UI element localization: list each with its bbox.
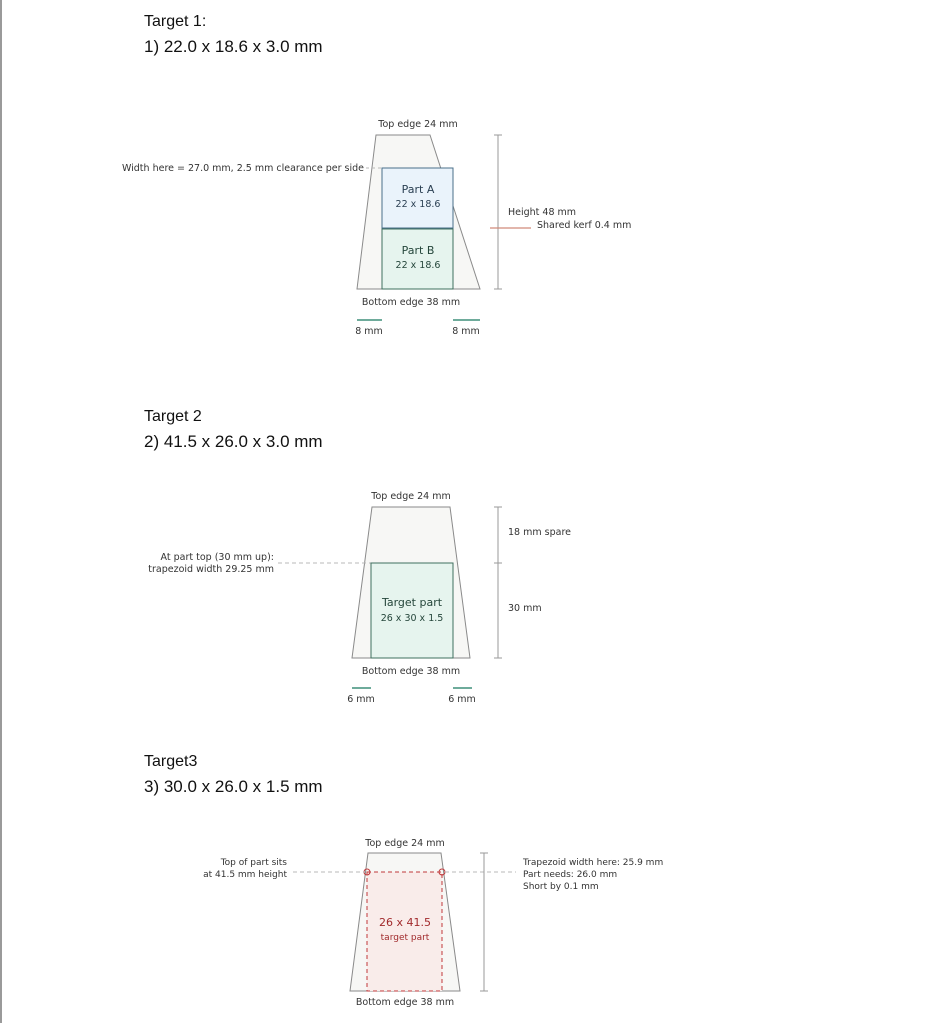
target1-right-offset-label: 8 mm [452,326,480,337]
target1-height-label: Height 48 mm [508,207,577,218]
target2-part [371,563,453,658]
target1-diagram [122,119,631,337]
target3-spec: 3) 30.0 x 26.0 x 1.5 mm [144,777,323,796]
target2-spec: 2) 41.5 x 26.0 x 3.0 mm [144,432,323,451]
target1-spec: 1) 22.0 x 18.6 x 3.0 mm [144,37,323,56]
target1-part-a-name: Part A [401,183,435,196]
target2-part-name: Target part [381,596,443,609]
target2-left-offset-label: 6 mm [347,694,375,705]
target3-left-note-line1: Top of part sits [220,858,287,868]
target3-part-size: 26 x 41.5 [379,916,431,929]
target3-diagram [203,838,663,1008]
target1-part-b-name: Part B [401,244,435,257]
target3-left-note-line2: at 41.5 mm height [203,870,287,880]
target3-part-caption: target part [380,933,430,943]
target2-note-line1: At part top (30 mm up): [160,552,274,563]
target2-heading: Target 2 [144,408,202,425]
target3-bottom-edge-label: Bottom edge 38 mm [355,997,455,1008]
target1-part-a [382,168,453,228]
target2-spare-label: 18 mm spare [508,527,571,538]
target1-left-offset-label: 8 mm [355,326,383,337]
target1-heading: Target 1: [144,13,207,30]
target3-part [367,872,442,991]
target2-diagram [148,491,571,705]
target3-top-edge-label: Top edge 24 mm [365,838,445,849]
target1-part-b [382,229,453,289]
target2-bottom-edge-label: Bottom edge 38 mm [361,666,461,677]
target2-right-offset-label: 6 mm [448,694,476,705]
target2-part-size: 26 x 30 x 1.5 [380,613,444,624]
target3-right-note-line2: Part needs: 26.0 mm [523,870,618,880]
target3-heading: Target3 [144,753,198,770]
target3-right-note-line3: Short by 0.1 mm [523,882,599,892]
target2-note-line2: trapezoid width 29.25 mm [148,564,274,575]
target2-top-edge-label: Top edge 24 mm [371,491,451,502]
target1-part-b-size: 22 x 18.6 [395,260,441,271]
target1-bottom-edge-label: Bottom edge 38 mm [361,297,461,308]
target1-top-edge-label: Top edge 24 mm [378,119,458,130]
target1-part-a-size: 22 x 18.6 [395,199,441,210]
target2-part-height-label: 30 mm [508,603,542,614]
target1-width-note: Width here = 27.0 mm, 2.5 mm clearance per side [121,163,364,174]
target3-right-note-line1: Trapezoid width here: 25.9 mm [523,858,664,868]
target1-kerf-label: Shared kerf 0.4 mm [537,220,632,231]
